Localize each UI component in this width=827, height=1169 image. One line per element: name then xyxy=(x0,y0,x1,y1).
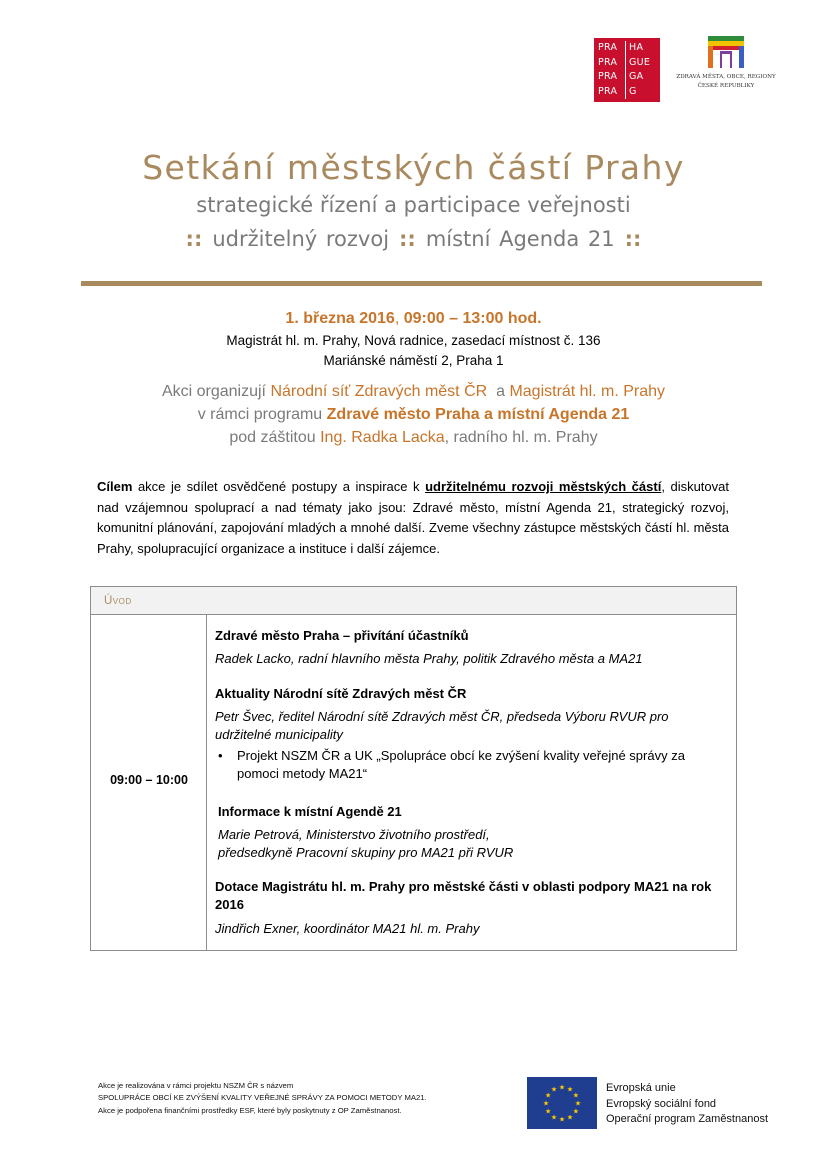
eu-flag-icon xyxy=(527,1077,597,1129)
eu-star-icon: ★ xyxy=(566,1114,574,1122)
eu-star-icon: ★ xyxy=(544,1092,552,1100)
event-date-comma: , xyxy=(394,310,400,327)
bullet-icon: • xyxy=(218,748,223,763)
eu-stars xyxy=(527,1077,597,1129)
agenda-item-speaker: Radek Lacko, radní hlavního města Prahy, politik Zdravého města a MA21 xyxy=(215,651,643,666)
eu-line: Evropský sociální fond xyxy=(606,1097,717,1110)
event-date-value: 1. března 2016 xyxy=(285,310,395,327)
program-name: Zdravé město Praha a místní Agenda 21 xyxy=(326,406,630,423)
agenda-item-title: Informace k místní Agendě 21 xyxy=(218,804,402,819)
section-header xyxy=(91,587,736,615)
header-divider xyxy=(81,281,762,286)
eu-star-icon: ★ xyxy=(550,1114,558,1122)
eu-star-icon: ★ xyxy=(574,1100,582,1108)
praha-logo-text: PRA xyxy=(598,41,626,56)
patron-role: , radního hl. m. Prahy xyxy=(444,429,598,446)
event-date xyxy=(0,310,827,328)
program-line xyxy=(0,404,827,426)
agenda-item-title: Dotace Magistrátu hl. m. Prahy pro městské části v oblasti podpory MA21 na rok 2016 xyxy=(215,879,712,912)
eu-star-icon: ★ xyxy=(550,1086,558,1094)
praha-logo-text: PRA xyxy=(598,70,626,85)
organizer-2: Magistrát hl. m. Prahy xyxy=(509,383,666,400)
footer-project-info xyxy=(98,1080,427,1117)
praha-logo-text: GA xyxy=(629,71,644,82)
intro-lead: Cílem xyxy=(97,479,133,494)
tagline-separator: :: xyxy=(624,227,642,251)
patronage-line xyxy=(0,427,827,449)
eu-star-icon: ★ xyxy=(572,1108,580,1116)
praha-logo-text: PRA xyxy=(598,56,626,71)
organizers-prefix: Akci organizují xyxy=(161,383,266,400)
eu-star-icon: ★ xyxy=(566,1086,574,1094)
agenda-item-title: Aktuality Národní sítě Zdravých měst ČR xyxy=(215,686,467,701)
time-cell xyxy=(91,615,207,950)
program-row xyxy=(91,615,736,950)
eu-star-icon: ★ xyxy=(572,1092,580,1100)
eu-line: Operační program Zaměstnanost xyxy=(606,1113,769,1125)
intro-paragraph xyxy=(97,477,729,559)
section-title: Úvod xyxy=(104,595,132,607)
praha-logo-text: HA xyxy=(629,42,644,53)
program-prefix: v rámci programu xyxy=(197,406,323,423)
intro-text-1: akce je sdílet osvědčené postupy a inspirace k xyxy=(132,479,426,494)
patron-name: Ing. Radka Lacka xyxy=(320,429,445,446)
zdrava-logo-line1: ZDRAVÁ MĚSTA, OBCE, REGIONY xyxy=(676,74,776,80)
tagline-separator: :: xyxy=(399,227,416,251)
eu-star-icon: ★ xyxy=(544,1108,552,1116)
event-address: Mariánské náměstí 2, Praha 1 xyxy=(323,353,504,368)
eu-star-icon: ★ xyxy=(542,1100,550,1108)
agenda-item-speaker: Jindřich Exner, koordinátor MA21 hl. m. Prahy xyxy=(215,921,480,936)
event-venue: Magistrát hl. m. Prahy, Nová radnice, zasedací místnost č. 136 xyxy=(226,333,601,348)
page-title: Setkání městských částí Prahy xyxy=(142,148,685,187)
footer-line: Akce je realizována v rámci projektu NSZM ČR s názvem xyxy=(98,1081,294,1090)
time-slot: 09:00 – 10:00 xyxy=(110,773,188,787)
eu-line: Evropská unie xyxy=(606,1082,676,1094)
footer-line: Akce je podpořena finančními prostředky ESF, které byly poskytnuty z OP Zaměstnanost. xyxy=(98,1105,402,1115)
footer-line: SPOLUPRÁCE OBCÍ KE ZVÝŠENÍ KVALITY VEŘEJNÉ SPRÁVY ZA POMOCI METODY MA21. xyxy=(98,1093,427,1103)
agenda-item-speaker: Marie Petrová, Ministerstvo životního prostředí, xyxy=(218,827,490,842)
tagline-separator: :: xyxy=(185,227,203,251)
intro-text-2: , diskutovat nad vzájemnou spoluprací a nad tématy jako jsou: Zdravé město, místní Agenda 21, strategický rozvoj, komunitní plánování, zapojování mladých a mnohé další. Zveme všechny zástupce městských částí hl. města Prahy, spolupracující organizace a instituce i další zájemce. xyxy=(97,479,729,556)
praha-logo-text: G xyxy=(629,85,637,97)
program-table xyxy=(90,586,737,951)
organizers-line xyxy=(0,381,827,403)
rainbow-arch-icon xyxy=(704,34,748,70)
eu-star-icon: ★ xyxy=(558,1116,566,1124)
eu-star-icon: ★ xyxy=(558,1084,566,1092)
praha-logo xyxy=(594,38,660,102)
tagline-topic-2: místní Agenda 21 xyxy=(425,227,615,251)
agenda-bullet-text: Projekt NSZM ČR a UK „Spolupráce obcí ke zvýšení kvality veřejné správy za pomoci metody MA21“ xyxy=(237,748,685,781)
agenda-item-title: Zdravé město Praha – přivítání účastníků xyxy=(215,628,469,643)
tagline-topic-1: udržitelný rozvoj xyxy=(212,227,390,251)
eu-funding-text xyxy=(606,1081,768,1128)
tagline xyxy=(0,227,827,251)
praha-logo-text: PRA xyxy=(598,85,626,100)
zdrava-mesta-logo xyxy=(670,34,782,98)
organizer-1: Národní síť Zdravých měst ČR xyxy=(270,383,488,400)
praha-logo-text: GUE xyxy=(629,56,651,68)
zdrava-logo-line2: ČESKÉ REPUBLIKY xyxy=(697,83,755,89)
organizers-and: a xyxy=(496,383,505,400)
event-time-value: 09:00 – 13:00 hod. xyxy=(403,310,542,327)
agenda-item-speaker: Petr Švec, ředitel Národní sítě Zdravých měst ČR, předseda Výboru RVUR pro udržitelné municipality xyxy=(215,709,669,742)
page-subtitle: strategické řízení a participace veřejnosti xyxy=(196,193,631,217)
patronage-prefix: pod záštitou xyxy=(229,429,316,446)
agenda-item-speaker: předsedkyně Pracovní skupiny pro MA21 při RVUR xyxy=(218,845,514,860)
intro-highlight: udržitelnému rozvoji městských částí xyxy=(425,479,662,494)
